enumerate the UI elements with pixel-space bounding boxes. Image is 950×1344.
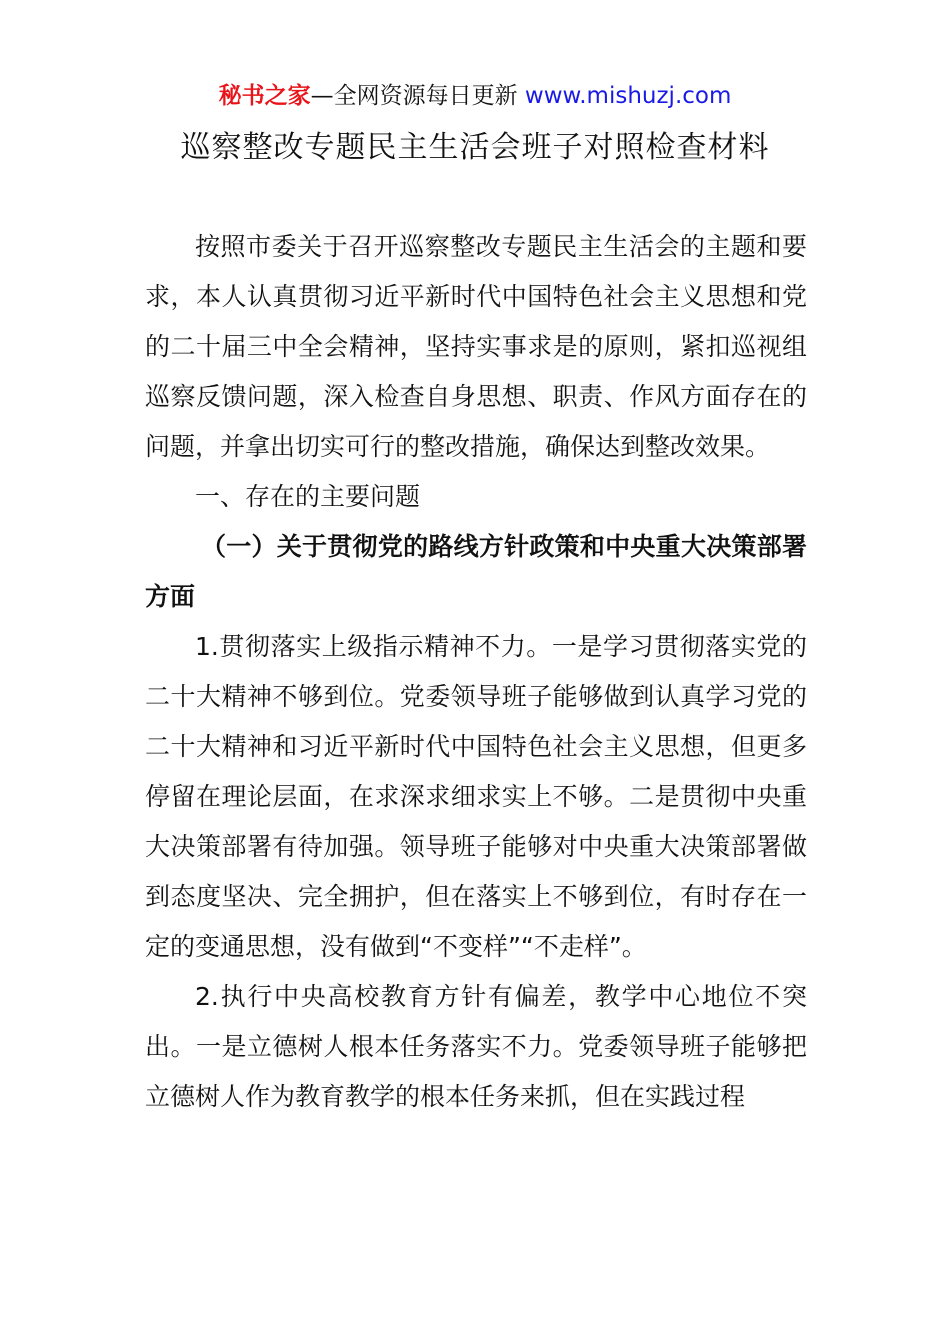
brand-name: 秘书之家	[218, 83, 311, 109]
site-url-link[interactable]: www.mishuzj.com	[524, 83, 732, 109]
document-body	[145, 222, 807, 1122]
intro-paragraph: 按照市委关于召开巡察整改专题民主生活会的主题和要求，本人认真贯彻习近平新时代中国特色社会主义思想和党的二十届三中全会精神，坚持实事求是的原则，紧扣巡视组巡察反馈问题，深入检查自身思想、职责、作风方面存在的问题，并拿出切实可行的整改措施，确保达到整改效果。	[145, 232, 807, 461]
body-paragraph: 1.贯彻落实上级指示精神不力。一是学习贯彻落实党的二十大精神不够到位。党委领导班子能够做到认真学习党的二十大精神和习近平新时代中国特色社会主义思想，但更多停留在理论层面，在求深求细求实上不够。二是贯彻中央重大决策部署有待加强。领导班子能够对中央重大决策部署做到态度坚决、完全拥护，但在落实上不够到位，有时存在一定的变通思想，没有做到“不变样”“不走样”。	[145, 632, 807, 961]
subsection-heading: （一）关于贯彻党的路线方针政策和中央重大决策部署方面	[145, 532, 807, 611]
site-banner	[0, 80, 950, 112]
banner-tagline: —全网资源每日更新	[310, 83, 518, 109]
document-title: 巡察整改专题民主生活会班子对照检查材料	[180, 130, 770, 165]
section-heading: 一、存在的主要问题	[195, 482, 421, 511]
body-paragraph: 2.执行中央高校教育方针有偏差，教学中心地位不突出。一是立德树人根本任务落实不力。党委领导班子能够把立德树人作为教育教学的根本任务来抓，但在实践过程	[145, 982, 807, 1111]
